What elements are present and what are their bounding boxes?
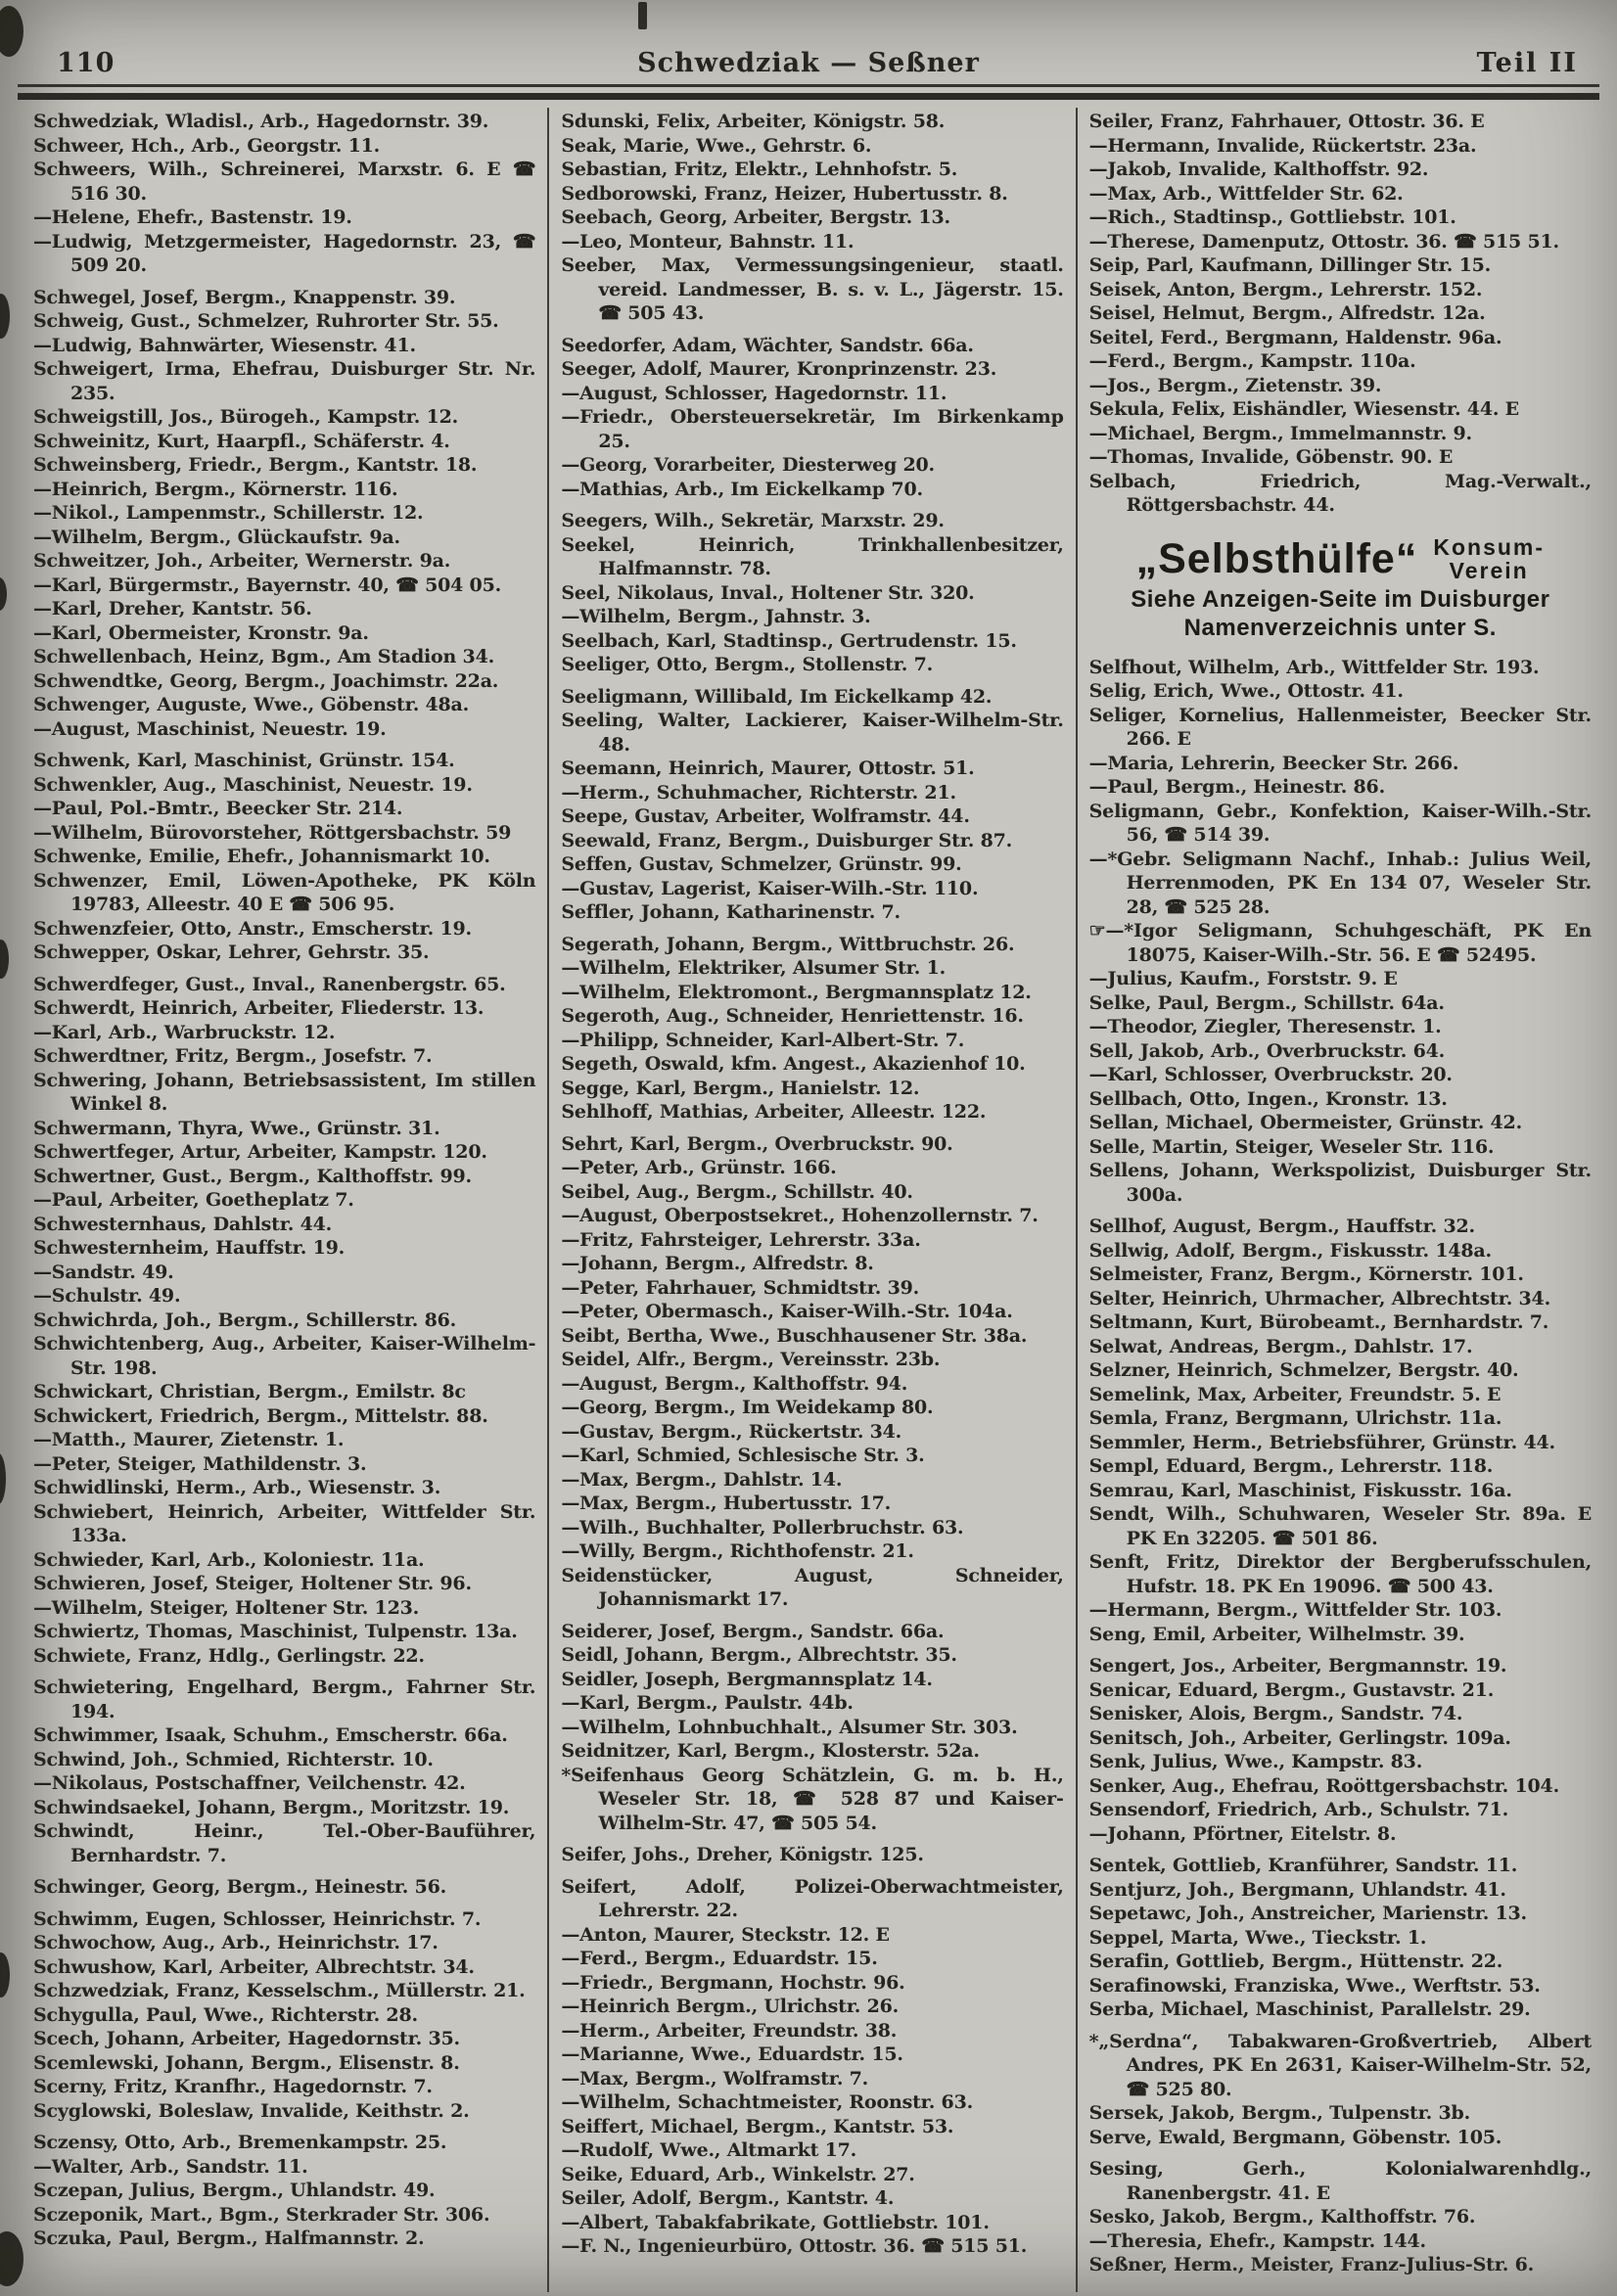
directory-entry: Schwermann, Thyra, Wwe., Grünstr. 31. — [33, 1117, 440, 1139]
directory-entry: Schweinitz, Kurt, Haarpfl., Schäferstr. 4. — [33, 430, 450, 452]
directory-entry: *„Serdna“, Tabakwaren-Großvertrieb, Albert Andres, PK En 2631, Kaiser-Wilhelm-Str. 52, ☎ 525 80. — [1088, 2030, 1592, 2100]
directory-entry: Schwerdt, Heinrich, Arbeiter, Fliederstr. 13. — [33, 997, 485, 1019]
ad-body — [1091, 585, 1590, 642]
directory-entry: Sedborowski, Franz, Heizer, Hubertusstr. 8. — [561, 182, 1008, 205]
directory-entry: Sellbach, Otto, Ingen., Kronstr. 13. — [1088, 1087, 1448, 1110]
directory-entry: —Wilhelm, Schachtmeister, Roonstr. 63. — [561, 2091, 973, 2113]
ad-subtitle-line1: Konsum- — [1433, 534, 1546, 560]
directory-entry: Schwellenbach, Heinz, Bgm., Am Stadion 34. — [33, 646, 495, 667]
directory-entry: Segeroth, Aug., Schneider, Henriettenstr. 16. — [561, 1005, 1024, 1027]
directory-entry: —Schulstr. 49. — [33, 1285, 181, 1307]
scan-artifact — [0, 2231, 23, 2286]
directory-entry: Serafinowski, Franziska, Wwe., Werftstr. 53. — [1088, 1974, 1541, 1997]
directory-entry: Seewald, Franz, Bergm., Duisburger Str. 87. — [561, 829, 1013, 851]
directory-entry: Schwenger, Auguste, Wwe., Göbenstr. 48a. — [33, 694, 470, 715]
directory-entry: Segerath, Johann, Bergm., Wittbruchstr. 26. — [561, 933, 1015, 955]
directory-entry: Schwushow, Karl, Arbeiter, Albrechtstr. 34. — [33, 1955, 475, 1978]
directory-entry: Schwesternhaus, Dahlstr. 44. — [33, 1213, 333, 1235]
directory-entry: Schwichrda, Joh., Bergm., Schillerstr. 86. — [33, 1309, 457, 1331]
directory-entry: —Jos., Bergm., Zietenstr. 39. — [1088, 374, 1382, 396]
directory-entry: Seisel, Helmut, Bergm., Alfredstr. 12a. — [1088, 302, 1486, 324]
directory-entry: Scemlewski, Johann, Bergm., Elisenstr. 8. — [33, 2051, 460, 2074]
directory-entry: —Peter, Arb., Grünstr. 166. — [561, 1157, 837, 1178]
directory-entry: Seak, Marie, Wwe., Gehrstr. 6. — [561, 134, 872, 157]
directory-entry: Schwieder, Karl, Arb., Koloniestr. 11a. — [33, 1548, 425, 1571]
directory-entry: Sdunski, Felix, Arbeiter, Königstr. 58. — [561, 111, 946, 132]
directory-entry: —Peter, Fahrhauer, Schmidtstr. 39. — [561, 1276, 920, 1299]
directory-entry: —Paul, Bergm., Heinestr. 86. — [1088, 776, 1385, 798]
directory-entry: Scech, Johann, Arbeiter, Hagedornstr. 35. — [33, 2028, 460, 2049]
directory-entry: Sellens, Johann, Werkspolizist, Duisburger Str. 300a. — [1088, 1160, 1592, 1206]
directory-entry: Semrau, Karl, Maschinist, Fiskusstr. 16a. — [1088, 1479, 1512, 1501]
directory-entry: —Friedr., Obersteuersekretär, Im Birkenkamp 25. — [561, 406, 1064, 452]
directory-entry: Schwietering, Engelhard, Bergm., Fahrner Str. 194. — [33, 1676, 536, 1722]
directory-entry: Schweigstill, Jos., Bürogeh., Kampstr. 12. — [33, 406, 459, 428]
directory-columns — [22, 108, 1603, 2292]
directory-entry: —Paul, Pol.-Bmtr., Beecker Str. 214. — [33, 798, 403, 819]
ad-body-line2: Namenverzeichnis unter S. — [1183, 614, 1497, 641]
directory-entry: —Julius, Kaufm., Forststr. 9. E — [1088, 968, 1398, 989]
directory-entry: Schwenke, Emilie, Ehefr., Johannismarkt 10. — [33, 846, 490, 867]
directory-entry: Segeth, Oswald, kfm. Angest., Akazienhof 10. — [561, 1053, 1026, 1075]
directory-entry: —Wilhelm, Elektriker, Alsumer Str. 1. — [561, 957, 947, 979]
directory-entry: Seibt, Bertha, Wwe., Buschhausener Str. 38a. — [561, 1324, 1028, 1347]
directory-entry: Seifert, Adolf, Polizei-Oberwachtmeister, Lehrerstr. 22. — [561, 1875, 1064, 1921]
scan-artifact — [0, 940, 9, 979]
directory-entry: Sehlhoff, Mathias, Arbeiter, Alleestr. 122. — [561, 1101, 987, 1123]
directory-entry: Sell, Jakob, Arb., Overbruckstr. 64. — [1088, 1039, 1446, 1062]
directory-entry: Schwering, Johann, Betriebsassistent, Im stillen Winkel 8. — [33, 1069, 536, 1115]
directory-entry: —August, Bergm., Kalthoffstr. 94. — [561, 1372, 908, 1395]
directory-entry: Serafin, Gottlieb, Bergm., Hüttenstr. 22. — [1088, 1951, 1503, 1972]
scan-artifact — [0, 294, 10, 339]
directory-column-2 — [547, 108, 1075, 2292]
scan-artifact — [0, 1952, 10, 1998]
directory-entry: —*Gebr. Seligmann Nachf., Inhab.: Julius Weil, Herrenmoden, PK En 134 07, Weseler Str. 28, ☎ 525 28. — [1088, 848, 1592, 918]
directory-entry: —Georg, Vorarbeiter, Diesterweg 20. — [561, 454, 935, 476]
directory-entry: Serba, Michael, Maschinist, Parallelstr. 29. — [1088, 1998, 1531, 2020]
directory-entry: Schwenkler, Aug., Maschinist, Neuestr. 19. — [33, 773, 473, 796]
directory-entry: Schwenk, Karl, Maschinist, Grünstr. 154. — [33, 750, 455, 771]
directory-entry: Schwenzer, Emil, Löwen-Apotheke, PK Köln 19783, Alleestr. 40 E ☎ 506 95. — [33, 869, 536, 915]
directory-entry: —Johann, Bergm., Alfredstr. 8. — [561, 1253, 874, 1274]
directory-entry: Seeger, Adolf, Maurer, Kronprinzenstr. 23. — [561, 358, 997, 380]
directory-entry: Selzner, Heinrich, Schmelzer, Bergstr. 40. — [1088, 1359, 1519, 1381]
directory-entry: Schwenzfeier, Otto, Anstr., Emscherstr. 19. — [33, 917, 472, 940]
directory-entry: —Peter, Steiger, Mathildenstr. 3. — [33, 1452, 367, 1475]
directory-entry: Selle, Martin, Steiger, Weseler Str. 116. — [1088, 1135, 1495, 1158]
directory-entry: —Rudolf, Wwe., Altmarkt 17. — [561, 2139, 857, 2161]
directory-entry: Schwiete, Franz, Hdlg., Gerlingstr. 22. — [33, 1644, 425, 1667]
directory-entry: —August, Maschinist, Neuestr. 19. — [33, 717, 387, 740]
directory-entry: Seligmann, Gebr., Konfektion, Kaiser-Wilh.-Str. 56, ☎ 514 39. — [1088, 800, 1592, 846]
directory-entry: Seebach, Georg, Arbeiter, Bergstr. 13. — [561, 207, 950, 228]
directory-entry: Senicar, Eduard, Bergm., Gustavstr. 21. — [1088, 1678, 1495, 1701]
directory-entry: Selfhout, Wilhelm, Arb., Wittfelder Str. 193. — [1088, 656, 1540, 678]
directory-entry: Seßner, Herm., Meister, Franz-Julius-Str. 6. — [1088, 2254, 1535, 2275]
directory-entry: Seffler, Johann, Katharinenstr. 7. — [561, 901, 901, 923]
directory-entry: Seedorfer, Adam, Wächter, Sandstr. 66a. — [561, 334, 974, 356]
directory-entry: —August, Schlosser, Hagedornstr. 11. — [561, 382, 947, 404]
directory-entry: Schwerdtner, Fritz, Bergm., Josefstr. 7. — [33, 1045, 433, 1067]
directory-entry: Sengert, Jos., Arbeiter, Bergmannstr. 19. — [1088, 1655, 1507, 1676]
directory-entry: —Theodor, Ziegler, Theresenstr. 1. — [1088, 1016, 1442, 1037]
directory-entry: —Fritz, Fahrsteiger, Lehrerstr. 33a. — [561, 1228, 921, 1251]
directory-entry: Sekula, Felix, Eishändler, Wiesenstr. 44. E — [1088, 398, 1519, 420]
directory-entry: —Wilhelm, Bergm., Glückaufstr. 9a. — [33, 526, 400, 548]
directory-entry: Seng, Emil, Arbeiter, Wilhelmstr. 39. — [1088, 1623, 1465, 1645]
directory-entry: Schwimm, Eugen, Schlosser, Heinrichstr. 7. — [33, 1907, 482, 1930]
directory-entry: —Nikolaus, Postschaffner, Veilchenstr. 42. — [33, 1772, 466, 1794]
directory-entry: —Nikol., Lampenmstr., Schillerstr. 12. — [33, 502, 424, 524]
scan-artifact — [0, 577, 7, 611]
directory-entry: —Ferd., Bergm., Eduardstr. 15. — [561, 1948, 878, 1969]
directory-entry: Seliger, Kornelius, Hallenmeister, Beecker Str. 266. E — [1088, 704, 1592, 750]
directory-entry: —Philipp, Schneider, Karl-Albert-Str. 7. — [561, 1029, 965, 1051]
directory-entry: Sepetawc, Joh., Anstreicher, Marienstr. 13. — [1088, 1903, 1527, 1924]
directory-entry: Schwickert, Friedrich, Bergm., Mittelstr. 88. — [33, 1404, 488, 1427]
directory-entry: Seibel, Aug., Bergm., Schillstr. 40. — [561, 1180, 913, 1203]
directory-entry: —Peter, Obermasch., Kaiser-Wilh.-Str. 104a. — [561, 1301, 1013, 1322]
directory-entry: Seepe, Gustav, Arbeiter, Wolframstr. 44. — [561, 805, 970, 827]
directory-entry: —Helene, Ehefr., Bastenstr. 19. — [33, 207, 352, 228]
directory-entry: —Therese, Damenputz, Ottostr. 36. ☎ 515 51. — [1088, 230, 1559, 253]
directory-entry: —Max, Bergm., Dahlstr. 14. — [561, 1468, 843, 1491]
directory-entry: —Max, Bergm., Hubertusstr. 17. — [561, 1492, 892, 1514]
directory-entry: Seelbach, Karl, Stadtinsp., Gertrudenstr. 15. — [561, 629, 1017, 652]
directory-entry: Seitel, Ferd., Bergmann, Haldenstr. 96a. — [1088, 326, 1502, 348]
directory-entry: Seip, Parl, Kaufmann, Dillinger Str. 15. — [1088, 254, 1492, 276]
directory-entry: —Ludwig, Bahnwärter, Wiesenstr. 41. — [33, 334, 416, 356]
directory-entry: Seiler, Franz, Fahrhauer, Ottostr. 36. E — [1088, 111, 1485, 132]
directory-entry: —Wilh., Buchhalter, Pollerbruchstr. 63. — [561, 1516, 964, 1538]
directory-entry: Sendt, Wilh., Schuhwaren, Weseler Str. 89a. E PK En 32205. ☎ 501 86. — [1088, 1503, 1592, 1549]
directory-entry: Sellan, Michael, Obermeister, Grünstr. 42. — [1088, 1112, 1522, 1133]
directory-entry: Sesko, Jakob, Bergm., Kalthoffstr. 76. — [1088, 2206, 1476, 2227]
directory-entry: Seidl, Johann, Bergm., Albrechtstr. 35. — [561, 1644, 957, 1666]
directory-entry: Seeligmann, Willibald, Im Eickelkamp 42. — [561, 685, 993, 708]
directory-entry: —Karl, Dreher, Kantstr. 56. — [33, 598, 312, 620]
directory-entry: —Michael, Bergm., Immelmannstr. 9. — [1088, 422, 1472, 444]
directory-entry: Schwepper, Oskar, Lehrer, Gehrstr. 35. — [33, 941, 430, 963]
page-title: Schwedziak — Seßner — [637, 48, 980, 78]
directory-entry: Sentek, Gottlieb, Kranführer, Sandstr. 11. — [1088, 1855, 1518, 1876]
directory-entry: Seidler, Joseph, Bergmannsplatz 14. — [561, 1668, 933, 1690]
directory-entry: Selke, Paul, Bergm., Schillstr. 64a. — [1088, 991, 1445, 1014]
directory-entry: —Karl, Obermeister, Kronstr. 9a. — [33, 621, 369, 644]
directory-entry: Schwertfeger, Artur, Arbeiter, Kampstr. 120. — [33, 1141, 487, 1163]
directory-entry: Sensendorf, Friedrich, Arb., Schulstr. 71. — [1088, 1799, 1509, 1820]
directory-entry: Semla, Franz, Bergmann, Ulrichstr. 11a. — [1088, 1407, 1502, 1429]
directory-entry: Semmler, Herm., Betriebsführer, Grünstr. 44. — [1088, 1431, 1555, 1453]
directory-entry: Sellwig, Adolf, Bergm., Fiskusstr. 148a. — [1088, 1239, 1492, 1262]
directory-entry: Schwickart, Christian, Bergm., Emilstr. 8c — [33, 1381, 466, 1402]
directory-entry: Seidenstücker, August, Schneider, Johannismarkt 17. — [561, 1564, 1064, 1610]
directory-entry: Schwendtke, Georg, Bergm., Joachimstr. 22a. — [33, 669, 499, 692]
ad-subtitle-line2: Verein — [1449, 558, 1529, 583]
directory-entry: Serve, Ewald, Bergmann, Göbenstr. 105. — [1088, 2126, 1502, 2148]
directory-entry: Seiderer, Josef, Bergm., Sandstr. 66a. — [561, 1620, 945, 1642]
directory-entry: Seppel, Marta, Wwe., Tieckstr. 1. — [1088, 1926, 1427, 1949]
directory-entry: Selbach, Friedrich, Mag.-Verwalt., Röttgersbachstr. 44. — [1088, 470, 1592, 516]
directory-entry: Schwind, Joh., Schmied, Richterstr. 10. — [33, 1748, 434, 1770]
directory-entry: —Wilhelm, Elektromont., Bergmannsplatz 12. — [561, 981, 1032, 1003]
directory-entry: Senker, Aug., Ehefrau, Roöttgersbachstr. 104. — [1088, 1774, 1559, 1797]
directory-entry: Schwimmer, Isaak, Schuhm., Emscherstr. 66a. — [33, 1724, 508, 1746]
directory-entry: —Karl, Arb., Warbruckstr. 12. — [33, 1021, 336, 1043]
directory-entry: ☞—*Igor Seligmann, Schuhgeschäft, PK En 18075, Kaiser-Wilh.-Str. 56. E ☎ 52495. — [1088, 920, 1592, 966]
directory-entry: Seiffert, Michael, Bergm., Kantstr. 53. — [561, 2115, 954, 2137]
directory-entry: —Wilhelm, Bürovorsteher, Röttgersbachstr. 59 — [33, 821, 512, 844]
directory-entry: Segge, Karl, Bergm., Hanielstr. 12. — [561, 1077, 920, 1099]
page-part-label: Teil II — [1476, 48, 1578, 78]
directory-entry: Selig, Erich, Wwe., Ottostr. 41. — [1088, 680, 1404, 702]
directory-entry: Schwertner, Gust., Bergm., Kalthoffstr. 99. — [33, 1165, 472, 1187]
directory-entry: Sentjurz, Joh., Bergmann, Uhlandstr. 41. — [1088, 1878, 1506, 1901]
directory-entry: Sczeponik, Mart., Bgm., Sterkrader Str. 306. — [33, 2203, 490, 2226]
directory-entry: —Gustav, Lagerist, Kaiser-Wilh.-Str. 110. — [561, 877, 979, 899]
directory-entry: —Wilhelm, Steiger, Holtener Str. 123. — [33, 1596, 420, 1619]
directory-entry: —August, Oberpostsekret., Hohenzollernstr. 7. — [561, 1205, 1039, 1226]
directory-entry: —Hermann, Invalide, Rückertstr. 23a. — [1088, 134, 1477, 157]
directory-column-1 — [22, 108, 547, 2292]
directory-entry: Semelink, Max, Arbeiter, Freundstr. 5. E — [1088, 1383, 1502, 1405]
directory-entry: Schwindt, Heinr., Tel.-Ober-Bauführer, Bernhardstr. 7. — [33, 1820, 536, 1866]
ad-subtitle — [1433, 535, 1545, 582]
directory-entry: —Herm., Arbeiter, Freundstr. 38. — [561, 2019, 898, 2042]
scan-artifact — [638, 2, 647, 29]
directory-entry: Senisker, Alois, Bergm., Sandstr. 74. — [1088, 1703, 1463, 1724]
directory-entry: Selter, Heinrich, Uhrmacher, Albrechtstr. 34. — [1088, 1287, 1550, 1309]
page-header — [39, 45, 1578, 78]
directory-entry: —Karl, Schmied, Schlesische Str. 3. — [561, 1445, 925, 1466]
directory-entry: —Karl, Bürgermstr., Bayernstr. 40, ☎ 504 05. — [33, 574, 502, 596]
directory-entry: —Maria, Lehrerin, Beecker Str. 266. — [1088, 752, 1459, 774]
directory-entry: —Albert, Tabakfabrikate, Gottliebstr. 101. — [561, 2211, 990, 2233]
directory-entry: —Max, Bergm., Wolframstr. 7. — [561, 2067, 869, 2089]
directory-entry: Seisek, Anton, Bergm., Lehrerstr. 152. — [1088, 278, 1483, 300]
directory-entry: Seltmann, Kurt, Bürobeamt., Bernhardstr. 7. — [1088, 1311, 1549, 1333]
header-rule-thick — [18, 93, 1599, 100]
directory-entry: Sczepan, Julius, Bergm., Uhlandstr. 49. — [33, 2180, 436, 2201]
directory-entry: Selmeister, Franz, Bergm., Körnerstr. 101. — [1088, 1263, 1524, 1285]
directory-entry: Schweigert, Irma, Ehefrau, Duisburger Str. Nr. 235. — [33, 358, 536, 404]
directory-entry: —Ludwig, Metzgermeister, Hagedornstr. 23, ☎ 509 20. — [33, 230, 536, 276]
directory-entry: Seeling, Walter, Lackierer, Kaiser-Wilhelm-Str. 48. — [561, 710, 1064, 756]
directory-entry: —Sandstr. 49. — [33, 1261, 174, 1283]
directory-entry: —Leo, Monteur, Bahnstr. 11. — [561, 230, 855, 253]
directory-entry: Sellhof, August, Bergm., Hauffstr. 32. — [1088, 1216, 1475, 1237]
directory-entry: —Marianne, Wwe., Eduardstr. 15. — [561, 2043, 903, 2065]
directory-entry: Seidnitzer, Karl, Bergm., Klosterstr. 52a. — [561, 1740, 980, 1762]
directory-entry: Schweig, Gust., Schmelzer, Ruhrorter Str. 55. — [33, 310, 499, 332]
directory-entry: Seekel, Heinrich, Trinkhallenbesitzer, Halfmannstr. 78. — [561, 533, 1064, 579]
selbsthuelfe-ad — [1091, 535, 1590, 642]
directory-entry: Schwindsaekel, Johann, Bergm., Moritzstr. 19. — [33, 1796, 510, 1818]
directory-entry: *Seifenhaus Georg Schätzlein, G. m. b. H., Weseler Str. 18, ☎ 528 87 und Kaiser-Wilhelm-Str. 47, ☎ 505 54. — [561, 1764, 1064, 1834]
directory-entry: —Wilhelm, Lohnbuchhalt., Alsumer Str. 303. — [561, 1716, 1018, 1738]
directory-entry: Scerny, Fritz, Kranfhr., Hagedornstr. 7. — [33, 2076, 433, 2097]
directory-entry: Seemann, Heinrich, Maurer, Ottostr. 51. — [561, 758, 975, 779]
directory-entry: —Theresia, Ehefr., Kampstr. 144. — [1088, 2229, 1426, 2252]
directory-entry: Schwichtenberg, Aug., Arbeiter, Kaiser-Wilhelm-Str. 198. — [33, 1333, 536, 1379]
directory-entry: —Friedr., Bergmann, Hochstr. 96. — [561, 1971, 905, 1994]
directory-entry: Sebastian, Fritz, Elektr., Lehnhofstr. 5. — [561, 159, 958, 180]
directory-entry: Seel, Nikolaus, Inval., Holtener Str. 320. — [561, 581, 975, 604]
directory-entry: Schwiebert, Heinrich, Arbeiter, Wittfelder Str. 133a. — [33, 1500, 536, 1546]
scan-artifact — [0, 1453, 6, 1504]
directory-entry: Schweer, Hch., Arb., Georgstr. 11. — [33, 134, 381, 157]
directory-entry: Seifer, Johs., Dreher, Königstr. 125. — [561, 1844, 924, 1865]
directory-entry: Scyglowski, Boleslaw, Invalide, Keithstr. 2. — [33, 2099, 470, 2122]
directory-entry: Selwat, Andreas, Bergm., Dahlstr. 17. — [1088, 1335, 1473, 1357]
directory-entry: Schwesternheim, Hauffstr. 19. — [33, 1237, 346, 1259]
directory-entry: Sempl, Eduard, Bergm., Lehrerstr. 118. — [1088, 1455, 1494, 1477]
directory-entry: —Paul, Arbeiter, Goetheplatz 7. — [33, 1189, 354, 1211]
directory-entry: —Walter, Arb., Sandstr. 11. — [33, 2155, 308, 2178]
directory-column-3 — [1076, 108, 1603, 2292]
directory-entry: Schygulla, Paul, Wwe., Richterstr. 28. — [33, 2003, 418, 2026]
directory-entry: Schwieren, Josef, Steiger, Holtener Str. 96. — [33, 1573, 472, 1594]
directory-entry: Seegers, Wilh., Sekretär, Marxstr. 29. — [561, 510, 945, 531]
directory-entry: —Jakob, Invalide, Kalthoffstr. 92. — [1088, 159, 1429, 180]
directory-entry: Sesing, Gerh., Kolonialwarenhdlg., Ranenbergstr. 41. E — [1088, 2158, 1592, 2204]
directory-entry: Schweers, Wilh., Schreinerei, Marxstr. 6. E ☎ 516 30. — [33, 159, 536, 205]
directory-entry: Seeliger, Otto, Bergm., Stollenstr. 7. — [561, 654, 934, 675]
directory-entry: Sczensy, Otto, Arb., Bremenkampstr. 25. — [33, 2132, 447, 2153]
directory-entry: —Max, Arb., Wittfelder Str. 62. — [1088, 182, 1404, 205]
directory-entry: —Willy, Bergm., Richthofenstr. 21. — [561, 1540, 914, 1562]
directory-entry: Senitsch, Joh., Arbeiter, Gerlingstr. 109a. — [1088, 1726, 1511, 1749]
directory-entry: Senft, Fritz, Direktor der Bergberufsschulen, Hufstr. 18. PK En 19096. ☎ 500 43. — [1088, 1551, 1592, 1597]
page-number: 110 — [57, 48, 116, 78]
directory-entry: Schzwedziak, Franz, Kesselschm., Müllerstr. 21. — [33, 1980, 526, 2001]
directory-entry: —Johann, Pförtner, Eitelstr. 8. — [1088, 1822, 1397, 1845]
directory-entry: —Heinrich, Bergm., Körnerstr. 116. — [33, 478, 398, 500]
directory-entry: Seidel, Alfr., Bergm., Vereinsstr. 23b. — [561, 1349, 941, 1370]
directory-entry: Schweinsberg, Friedr., Bergm., Kantstr. 18. — [33, 454, 478, 476]
directory-entry: —Gustav, Bergm., Rückertstr. 34. — [561, 1420, 902, 1443]
directory-entry: Schwedziak, Wladisl., Arb., Hagedornstr. 39. — [33, 111, 489, 132]
directory-entry: Seeber, Max, Vermessungsingenieur, staatl. vereid. Landmesser, B. s. v. L., Jägerstr. 15. ☎ 505 43. — [561, 254, 1064, 324]
directory-entry: —Ferd., Bergm., Kampstr. 110a. — [1088, 350, 1416, 372]
directory-entry: —F. N., Ingenieurbüro, Ottostr. 36. ☎ 515 51. — [561, 2235, 1028, 2257]
directory-entry: Schweitzer, Joh., Arbeiter, Wernerstr. 9a. — [33, 550, 451, 572]
directory-entry: —Karl, Schlosser, Overbruckstr. 20. — [1088, 1064, 1453, 1085]
directory-entry: Seffen, Gustav, Schmelzer, Grünstr. 99. — [561, 853, 962, 875]
directory-entry: —Heinrich Bergm., Ulrichstr. 26. — [561, 1996, 900, 2017]
directory-entry: Schwegel, Josef, Bergm., Knappenstr. 39. — [33, 286, 456, 308]
directory-entry: Seike, Eduard, Arb., Winkelstr. 27. — [561, 2163, 915, 2185]
directory-entry: —Karl, Bergm., Paulstr. 44b. — [561, 1692, 854, 1714]
directory-entry: Schwerdfeger, Gust., Inval., Ranenbergstr. 65. — [33, 973, 506, 995]
directory-entry: —Thomas, Invalide, Göbenstr. 90. E — [1088, 446, 1454, 468]
directory-entry: Seiler, Adolf, Bergm., Kantstr. 4. — [561, 2187, 895, 2209]
directory-entry: —Georg, Bergm., Im Weidekamp 80. — [561, 1397, 934, 1418]
directory-entry: —Anton, Maurer, Steckstr. 12. E — [561, 1923, 890, 1946]
directory-entry: —Rich., Stadtinsp., Gottliebstr. 101. — [1088, 207, 1456, 228]
scan-artifact — [0, 6, 23, 57]
directory-entry: Schwiertz, Thomas, Maschinist, Tulpenstr. 13a. — [33, 1621, 518, 1642]
directory-entry: —Wilhelm, Bergm., Jahnstr. 3. — [561, 606, 871, 627]
directory-entry: Schwinger, Georg, Bergm., Heinestr. 56. — [33, 1876, 447, 1898]
ad-header — [1091, 535, 1590, 583]
directory-entry: Sehrt, Karl, Bergm., Overbruckstr. 90. — [561, 1132, 953, 1155]
directory-entry: —Matth., Maurer, Zietenstr. 1. — [33, 1429, 345, 1450]
ad-body-line1: Siehe Anzeigen-Seite im Duisburger — [1131, 585, 1550, 613]
directory-entry: Senk, Julius, Wwe., Kampstr. 83. — [1088, 1751, 1423, 1772]
directory-entry: Schwochow, Aug., Arb., Heinrichstr. 17. — [33, 1932, 439, 1953]
directory-entry: Schwidlinski, Herm., Arb., Wiesenstr. 3. — [33, 1477, 441, 1498]
ad-title: „Selbsthülfe“ — [1135, 534, 1418, 582]
directory-entry: Sczuka, Paul, Bergm., Halfmannstr. 2. — [33, 2227, 425, 2249]
directory-entry: —Mathias, Arb., Im Eickelkamp 70. — [561, 478, 923, 500]
header-rule-thin — [18, 84, 1599, 87]
directory-entry: —Hermann, Bergm., Wittfelder Str. 103. — [1088, 1599, 1502, 1621]
directory-entry: Sersek, Jakob, Bergm., Tulpenstr. 3b. — [1088, 2102, 1471, 2124]
directory-entry: —Herm., Schuhmacher, Richterstr. 21. — [561, 781, 956, 804]
